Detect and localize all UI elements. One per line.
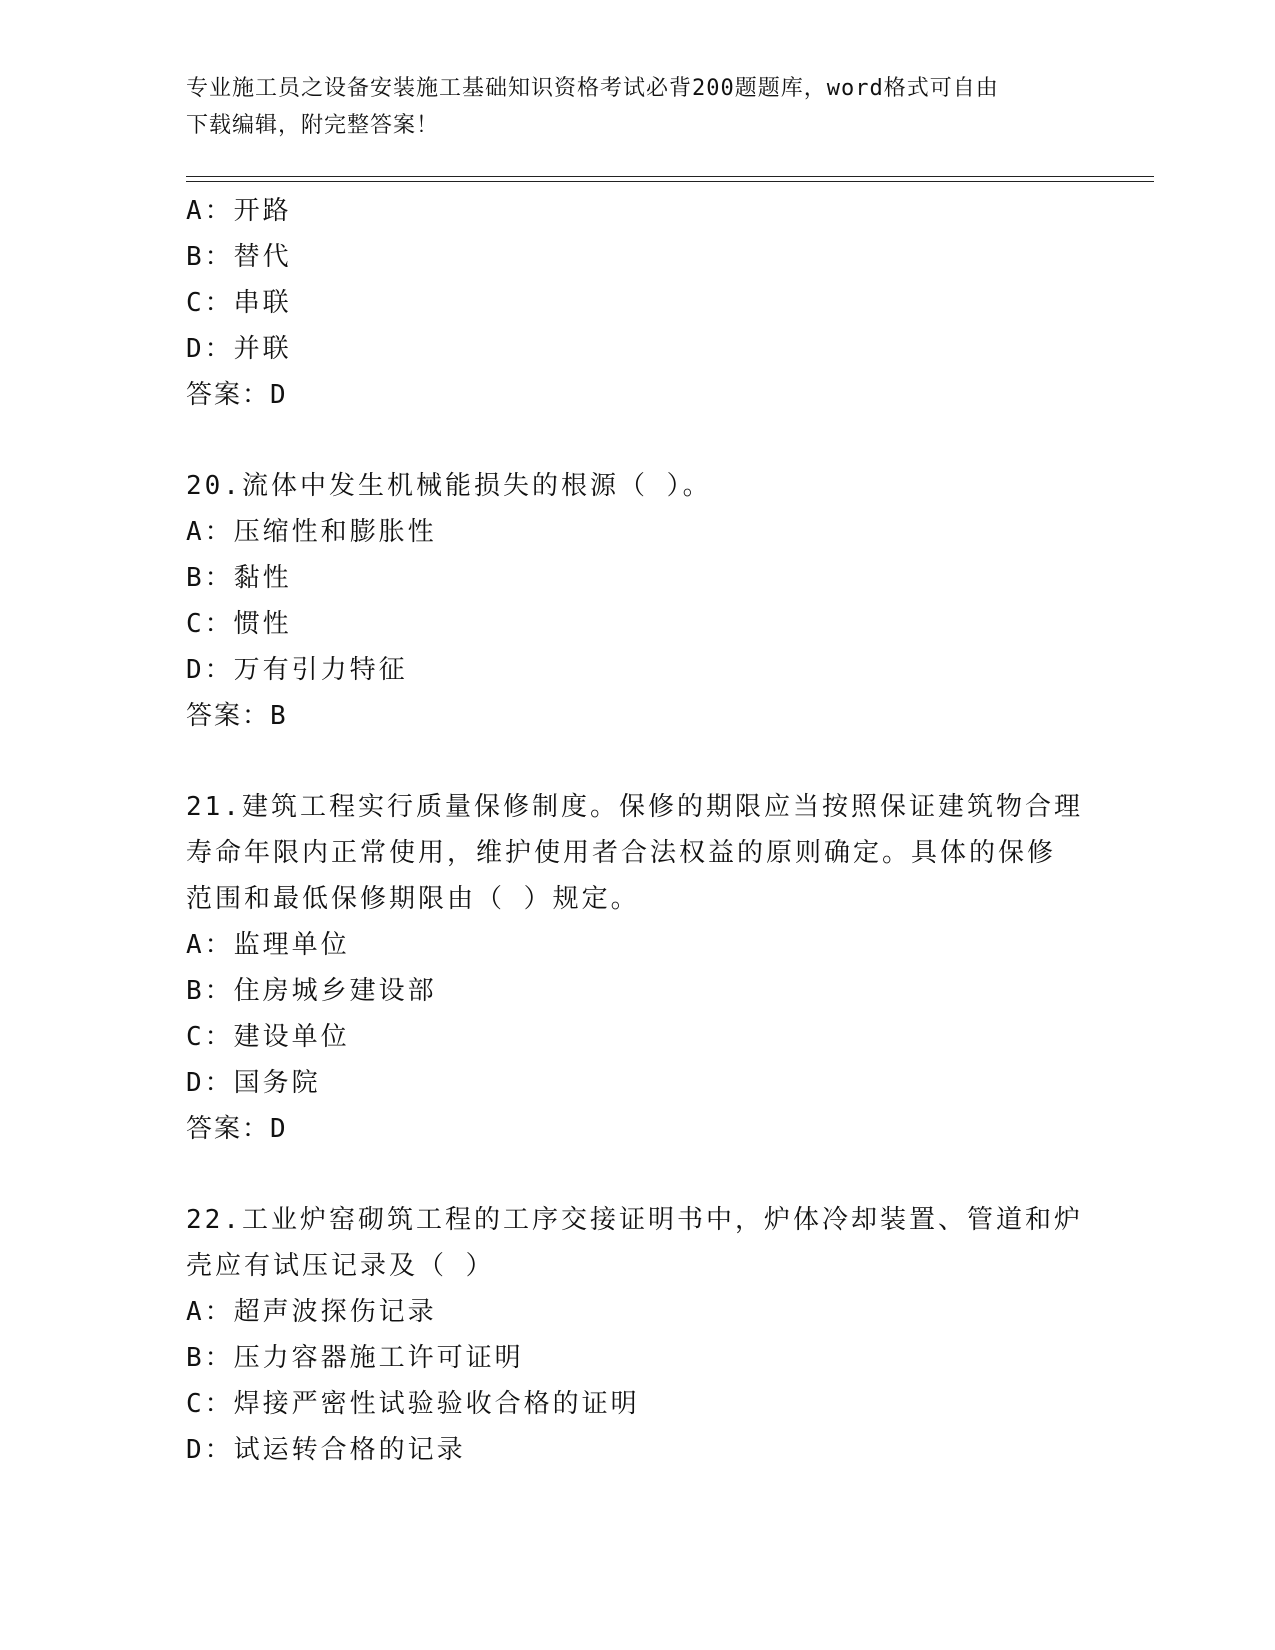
header-divider-bottom (186, 181, 1154, 182)
option-a: A：压缩性和膨胀性 (186, 517, 437, 547)
spacer (186, 418, 1086, 463)
question-text: 22.工业炉窑砌筑工程的工序交接证明书中，炉体冷却装置、管道和炉 (186, 1205, 1083, 1235)
option-c: C：惯性 (186, 609, 292, 639)
option-c: C：焊接严密性试验验收合格的证明 (186, 1389, 640, 1419)
option-a: A：开路 (186, 196, 292, 226)
option-a: A：监理单位 (186, 930, 350, 960)
question-22 (186, 1197, 1086, 1473)
option-b: B：替代 (186, 242, 292, 272)
header-divider-top (186, 176, 1154, 177)
answer-line: 答案：D (186, 1114, 288, 1144)
option-b: B：住房城乡建设部 (186, 976, 437, 1006)
option-c: C：串联 (186, 288, 292, 318)
question-text: 范围和最低保修期限由（ ）规定。 (186, 884, 640, 914)
header-line-1: 专业施工员之设备安装施工基础知识资格考试必背200题题库，word格式可自由 (186, 76, 999, 101)
option-b: B：压力容器施工许可证明 (186, 1343, 524, 1373)
option-d: D：试运转合格的记录 (186, 1435, 466, 1465)
question-text: 21.建筑工程实行质量保修制度。保修的期限应当按照保证建筑物合理 (186, 792, 1083, 822)
question-21 (186, 784, 1086, 1152)
spacer (186, 739, 1086, 784)
question-text: 20.流体中发生机械能损失的根源（ ）。 (186, 471, 712, 501)
option-d: D：万有引力特征 (186, 655, 408, 685)
answer-line: 答案：D (186, 380, 288, 410)
question-20 (186, 463, 1086, 739)
question-text: 寿命年限内正常使用，维护使用者合法权益的原则确定。具体的保修 (186, 838, 1057, 868)
question-text: 壳应有试压记录及（ ） (186, 1251, 495, 1281)
document-header (186, 70, 1086, 144)
option-a: A：超声波探伤记录 (186, 1297, 437, 1327)
question-19-tail (186, 188, 1086, 418)
option-c: C：建设单位 (186, 1022, 350, 1052)
spacer (186, 1152, 1086, 1197)
option-b: B：黏性 (186, 563, 292, 593)
option-d: D：国务院 (186, 1068, 321, 1098)
option-d: D：并联 (186, 334, 292, 364)
answer-line: 答案：B (186, 701, 288, 731)
header-line-2: 下载编辑，附完整答案！ (186, 113, 440, 138)
question-content (186, 188, 1086, 1473)
